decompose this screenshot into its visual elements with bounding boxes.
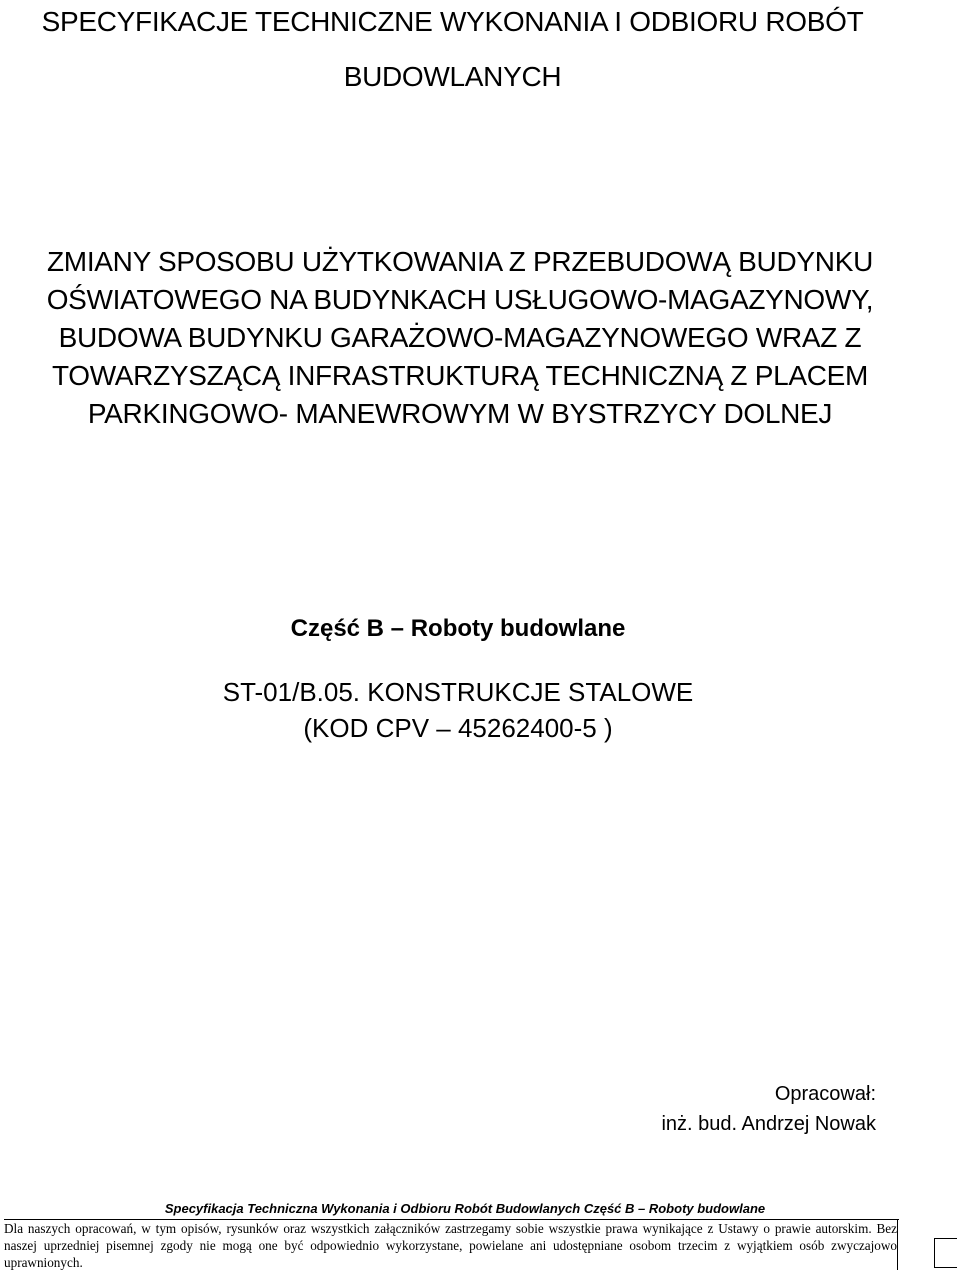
footer-title: Specyfikacja Techniczna Wykonania i Odbioru Robót Budowlanych Część B – Roboty budowlane (164, 1201, 766, 1216)
page-edge-mark (934, 1238, 957, 1268)
project-subject-line: OŚWIATOWEGO NA BUDYNKACH USŁUGOWO-MAGAZYNOWY, (46, 284, 874, 315)
author-name: inż. bud. Andrzej Nowak (661, 1113, 876, 1135)
specification-code: ST-01/B.05. KONSTRUKCJE STALOWE (222, 677, 694, 707)
author-label: Opracował: (774, 1083, 876, 1105)
project-subject-line: ZMIANY SPOSOBU UŻYTKOWANIA Z PRZEBUDOWĄ BUDYNKU (47, 246, 873, 277)
project-subject (20, 243, 900, 433)
project-subject-line: PARKINGOWO- MANEWROWYM W BYSTRZYCY DOLNEJ (87, 398, 833, 429)
document-title-line-2: BUDOWLANYCH (343, 61, 562, 92)
author-block (661, 1079, 876, 1139)
copyright-notice: Dla naszych opracowań, w tym opisów, rysunków oraz wszystkich załączników zastrzegamy sobie wszystkie prawa wynikające z Ustawy o prawie autorskim. Bez naszej uprzedniej pisemnej zgody nie mogą one być odpowiednio wykorzystane, powielane ani udostępniane osobom trzecim z wyjątkiem osób zwyczajowo uprawnionych. (4, 1221, 897, 1270)
cpv-code: (KOD CPV – 45262400-5 ) (303, 713, 613, 743)
project-subject-line: BUDOWA BUDYNKU GARAŻOWO-MAGAZYNOWEGO WRAZ Z (58, 322, 862, 353)
specification-block (0, 674, 916, 746)
document-title-line-1: SPECYFIKACJE TECHNICZNE WYKONANIA I ODBIORU ROBÓT (41, 6, 864, 37)
part-title: Część B – Roboty budowlane (290, 615, 626, 642)
project-subject-line: TOWARZYSZĄCĄ INFRASTRUKTURĄ TECHNICZNĄ Z PLACEM (51, 360, 869, 391)
